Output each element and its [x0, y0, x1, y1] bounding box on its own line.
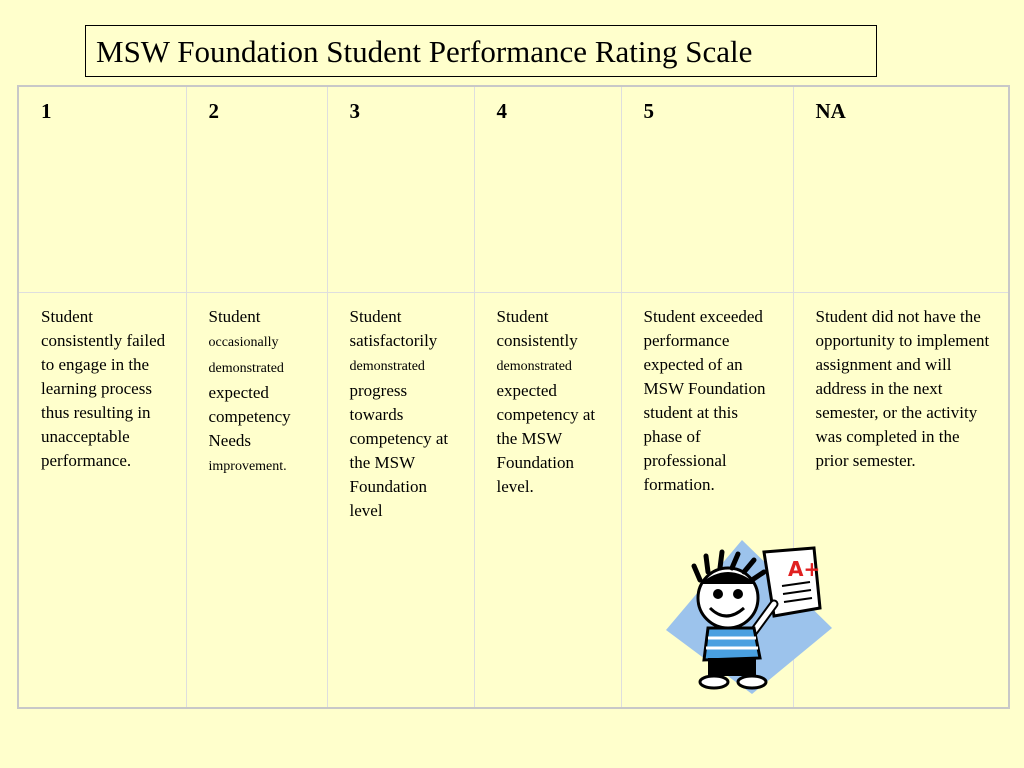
rating-description	[474, 292, 621, 708]
text-segment: Student consistently failed to engage in the learning process thus resulting in unacceptable performance.	[41, 306, 166, 470]
text-segment: Student did not have the opportunity to implement assignment and will address in the next semester, or the activity was completed in the prior semester.	[815, 306, 990, 470]
text-segment: Student satisfactorily	[349, 306, 438, 350]
text-segment: Student	[208, 306, 261, 326]
rating-1-header: 1	[18, 86, 186, 292]
text-segment: expected competency Needs	[208, 382, 291, 450]
rating-description-row	[18, 292, 1009, 708]
shirt	[704, 628, 760, 660]
text-segment: Student consistently	[496, 306, 578, 350]
slide-title: MSW Foundation Student Performance Rating Scale	[85, 25, 877, 77]
student-clipart	[664, 536, 834, 696]
rating-5-header: 5	[621, 86, 793, 292]
rating-4-header: 4	[474, 86, 621, 292]
rating-header-row	[18, 86, 1009, 292]
text-segment: expected competency at the MSW Foundation level.	[496, 380, 596, 496]
rating-2-header: 2	[186, 86, 327, 292]
small-text-segment: demonstrated	[496, 358, 572, 374]
text-segment: Student exceeded performance expected of an MSW Foundation student at this phase of professional formation.	[643, 306, 766, 494]
rating-scale-table	[17, 85, 1010, 709]
paper-grade: A+	[788, 557, 821, 581]
small-text-segment: demonstrated	[349, 358, 425, 374]
rating-description	[186, 292, 327, 708]
small-text-segment: occasionally demonstrated	[208, 334, 284, 376]
rating-3-header: 3	[327, 86, 474, 292]
small-text-segment: improvement.	[208, 458, 287, 474]
rating-description	[18, 292, 186, 708]
rating-na-header: NA	[793, 86, 1009, 292]
rating-description	[327, 292, 474, 708]
text-segment: progress towards competency at the MSW Foundation level	[349, 380, 449, 520]
